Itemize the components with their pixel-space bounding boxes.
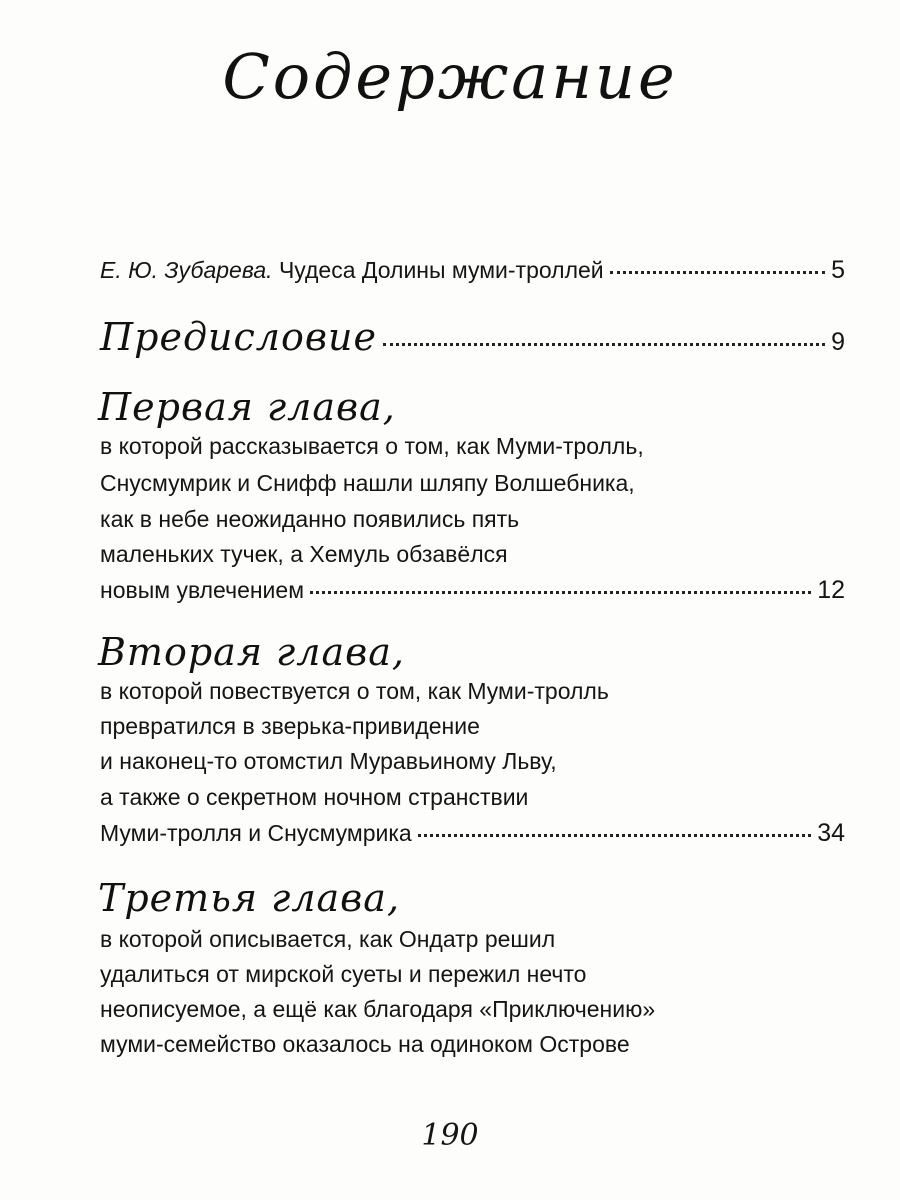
chapter-2-line: и наконец-то отомстил Муравьиному Льву, [100, 748, 557, 774]
page-title: Содержание [222, 40, 678, 113]
chapter-2-page-number: 34 [817, 819, 845, 847]
chapter-3-heading[interactable]: Третья глава, [98, 876, 401, 920]
chapter-3-line: в которой описывается, как Ондатр решил [100, 926, 556, 952]
chapter-1-line: в которой рассказывается о том, как Муми-тролль, [100, 433, 644, 459]
dot-leader [418, 834, 811, 837]
chapter-2-line: превратился в зверька-привидение [100, 713, 480, 739]
toc-entry-chapter-2[interactable] [100, 821, 845, 846]
toc-entry-intro[interactable] [100, 258, 845, 283]
chapter-3-line: неописуемое, а ещё как благодаря «Приключению» [100, 996, 656, 1022]
chapter-1-line: маленьких тучек, а Хемуль обзавёлся [100, 541, 508, 567]
dot-leader [383, 343, 825, 346]
dot-leader [310, 591, 811, 594]
chapter-2-line: Муми-тролля и Снусмумрика [100, 820, 412, 846]
chapter-1-heading[interactable]: Первая глава, [98, 385, 396, 429]
intro-page-number: 5 [831, 256, 845, 284]
toc-entry-chapter-1[interactable] [100, 578, 845, 603]
intro-title: Чудеса Долины муми-троллей [278, 257, 604, 283]
chapter-1-line: новым увлечением [100, 577, 305, 603]
preface-label: Предисловие [100, 315, 377, 359]
dot-leader [610, 271, 825, 274]
chapter-3-line: муми-семейство оказалось на одиноком Острове [100, 1031, 630, 1057]
chapter-1-page-number: 12 [817, 576, 845, 604]
chapter-2-line: в которой повествуется о том, как Муми-тролль [100, 678, 609, 704]
intro-author: Е. Ю. Зубарева. [100, 257, 273, 283]
chapter-1-line: Снусмумрик и Снифф нашли шляпу Волшебника, [100, 470, 635, 496]
chapter-2-line: а также о секретном ночном странствии [100, 784, 529, 810]
chapter-3-line: удалиться от мирской суеты и пережил нечто [100, 961, 587, 987]
chapter-1-line: как в небе неожиданно появились пять [100, 506, 520, 532]
chapter-2-heading[interactable]: Вторая глава, [98, 630, 405, 674]
page-number: 190 [421, 1118, 479, 1153]
toc-entry-preface[interactable] [100, 315, 845, 359]
preface-page-number: 9 [831, 328, 845, 356]
